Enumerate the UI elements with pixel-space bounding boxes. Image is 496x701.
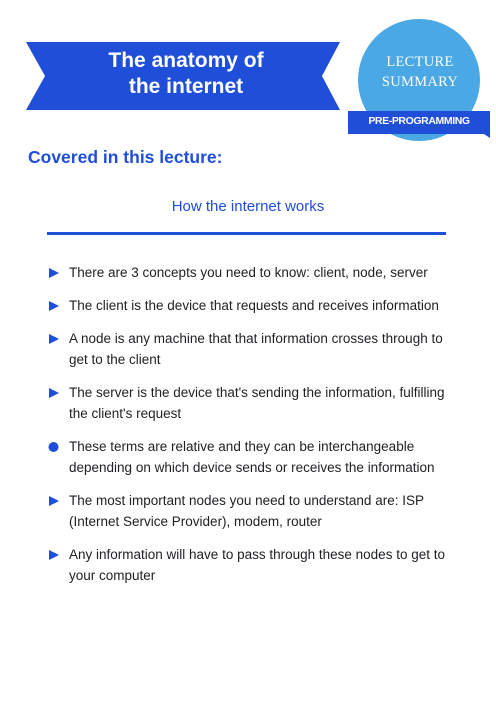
triangle-icon xyxy=(48,300,60,312)
list-item xyxy=(48,262,448,283)
triangle-icon xyxy=(48,333,60,345)
list-item xyxy=(48,295,448,316)
list-item xyxy=(48,544,448,586)
badge-line: SUMMARY xyxy=(381,74,459,90)
list-item xyxy=(48,490,448,532)
subtopic-title: How the internet works xyxy=(171,198,325,215)
triangle-icon xyxy=(48,495,60,507)
list-item-text: The server is the device that's sending the information, fulfilling the client's request xyxy=(69,385,445,421)
header-banner xyxy=(0,0,496,150)
title-line: The anatomy of xyxy=(108,49,264,72)
bullet-list xyxy=(48,262,448,598)
list-item-text: The most important nodes you need to understand are: ISP (Internet Service Provider), modem, router xyxy=(69,493,424,529)
list-item xyxy=(48,436,448,478)
list-item-text: There are 3 concepts you need to know: client, node, server xyxy=(69,265,428,280)
list-item-text: These terms are relative and they can be interchangeable depending on which device sends or receives the information xyxy=(69,439,435,475)
section-heading: Covered in this lecture: xyxy=(28,147,223,167)
list-item xyxy=(48,382,448,424)
lecture-summary-badge xyxy=(370,52,470,92)
title-line: the internet xyxy=(128,75,244,98)
triangle-icon xyxy=(48,267,60,279)
list-item-text: A node is any machine that that information crosses through to get to the client xyxy=(69,331,443,367)
list-item-text: The client is the device that requests and receives information xyxy=(69,298,439,313)
ribbon-label: PRE-PROGRAMMING xyxy=(368,115,470,127)
list-item xyxy=(48,328,448,370)
triangle-icon xyxy=(48,549,60,561)
dot-icon xyxy=(48,441,60,453)
badge-line: LECTURE xyxy=(386,54,454,70)
list-item-text: Any information will have to pass through these nodes to get to your computer xyxy=(69,547,445,583)
page-title xyxy=(56,48,316,100)
triangle-icon xyxy=(48,387,60,399)
divider xyxy=(47,232,446,235)
